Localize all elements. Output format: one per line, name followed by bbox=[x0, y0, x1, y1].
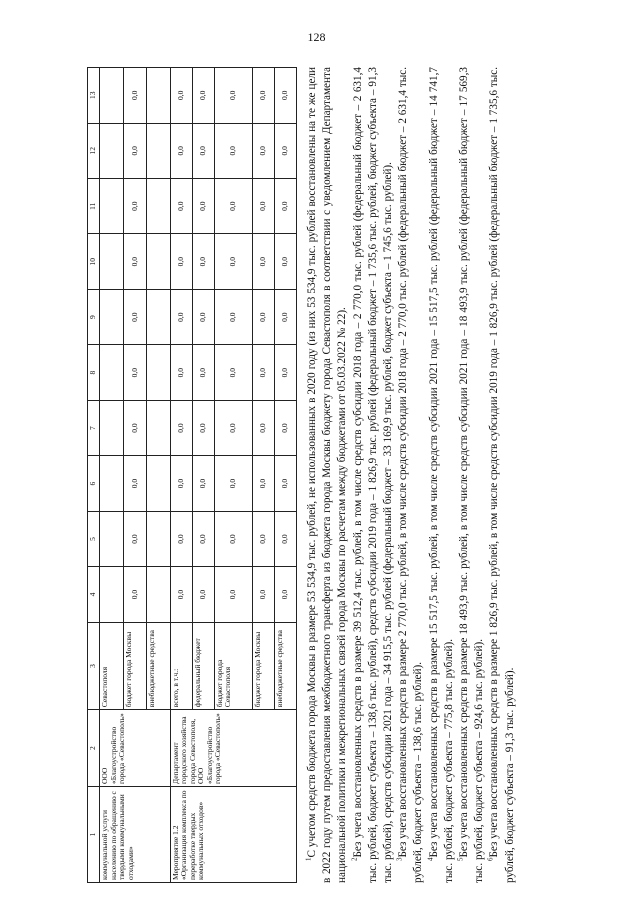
row-source: внебюджетные средства bbox=[147, 622, 171, 709]
table-row: бюджет города Москвы 0,0 0,0 0,0 0,0 0,0 0,0 0,0 0,0 0,0 0,0 bbox=[252, 68, 274, 883]
footnotes bbox=[305, 67, 518, 883]
row-source: бюджет города Москвы bbox=[252, 622, 274, 709]
col-header: 12 bbox=[88, 123, 100, 178]
row-executor: Департамент городского хозяйства города Севастополя, ООО «Благоустройство города «Севастополь» bbox=[170, 710, 296, 787]
table-row: внебюджетные средства 0,0 0,0 0,0 0,0 0,0 0,0 0,0 0,0 0,0 0,0 bbox=[274, 68, 296, 883]
table-row: бюджет города Севастополя 0,0 0,0 0,0 0,0 0,0 0,0 0,0 0,0 0,0 0,0 bbox=[214, 68, 252, 883]
table-header-row bbox=[88, 68, 100, 883]
col-header: 2 bbox=[88, 710, 100, 787]
row-source: всего, в т.ч.: bbox=[170, 622, 192, 709]
row-activity: коммунальной услуги населению по обращению с твердыми коммунальными отходами» bbox=[100, 787, 171, 883]
table-row: федеральный бюджет 0,0 0,0 0,0 0,0 0,0 0,0 0,0 0,0 0,0 0,0 bbox=[192, 68, 214, 883]
footnote-3: $^3$Без учета восстановленных средств в размере 2 770,0 тыс. рублей, в том числе средств субсидии 2018 года – 2 770,0 тыс. рублей (федеральный бюджет – 2 631,4 тыс. рублей, бюджет субъекта – 138,6 тыс. рублей). bbox=[395, 67, 425, 883]
col-header: 6 bbox=[88, 456, 100, 511]
table-row: Мероприятие 1.2 «Организация комплекса по переработке твердых коммунальных отходов» Департамент городского хозяйства города Севастополя, ООО «Благоустройство города «Севастополь» всего, в т.ч.: 0,0 0,0 0,0 0,0 0,0 0,0 0,0 0,0 0,0 0,0 bbox=[170, 68, 192, 883]
col-header: 13 bbox=[88, 68, 100, 124]
footnote-5: $^5$Без учета восстановленных средств в размере 18 493,9 тыс. рублей, в том числе средств субсидии 2021 года – 18 493,9 тыс. рублей (федеральный бюджет – 17 569,3 тыс. рублей, бюджет субъекта – 924,6 тыс. рублей). bbox=[456, 67, 486, 883]
footnote-4: $^4$Без учета восстановленных средств в размере 15 517,5 тыс. рублей, в том числе средств субсидии 2021 года – 15 517,5 тыс. рублей (федеральный бюджет – 14 741,7 тыс. рублей, бюджет субъекта – 775,8 тыс. рублей). bbox=[425, 67, 455, 883]
row-source: бюджет города Севастополя bbox=[214, 622, 252, 709]
data-table bbox=[87, 67, 297, 883]
table-row: бюджет города Москвы 0,0 0,0 0,0 0,0 0,0 0,0 0,0 0,0 0,0 0,0 bbox=[123, 68, 147, 883]
row-source: федеральный бюджет bbox=[192, 622, 214, 709]
col-header: 8 bbox=[88, 345, 100, 400]
col-header: 3 bbox=[88, 622, 100, 709]
footnote-2: $^2$Без учета восстановленных средств в размере 39 512,4 тыс. рублей, в том числе средств субсидии 2018 года – 2 770,0 тыс. рублей (федеральный бюджет – 2 631,4 тыс. рублей, бюджет субъекта – 138,6 тыс. рублей), средств субсидии 2019 года – 1 826,9 тыс. рублей (федеральный бюджет – 1 735,6 тыс. рублей, бюджет субъекта – 91,3 тыс. рублей), средств субсидии 2021 года – 34 915,5 тыс. рублей (федеральный бюджет – 33 169,9 тыс. рублей, бюджет субъекта – 1 745,6 тыс. рублей). bbox=[349, 67, 395, 883]
col-header: 4 bbox=[88, 567, 100, 622]
table-row bbox=[100, 68, 124, 883]
col-header: 1 bbox=[88, 787, 100, 883]
col-header: 9 bbox=[88, 289, 100, 344]
col-header: 10 bbox=[88, 234, 100, 289]
row-source: внебюджетные средства bbox=[274, 622, 296, 709]
col-header: 7 bbox=[88, 400, 100, 455]
row-activity: Мероприятие 1.2 «Организация комплекса по переработке твердых коммунальных отходов» bbox=[170, 787, 296, 883]
col-header: 11 bbox=[88, 178, 100, 233]
row-executor: ООО «Благоустройство города «Севастополь» bbox=[100, 710, 171, 787]
col-header: 5 bbox=[88, 511, 100, 566]
footnote-6: $^6$Без учета восстановленных средств в размере 1 826,9 тыс. рублей, в том числе средств субсидии 2019 года – 1 826,9 тыс. рублей (федеральный бюджет – 1 735,6 тыс. рублей, бюджет субъекта – 91,3 тыс. рублей). bbox=[486, 67, 516, 883]
row-source: бюджет города Москвы bbox=[123, 622, 147, 709]
row-source: Севастополя bbox=[100, 622, 124, 709]
page-number: 128 bbox=[307, 30, 326, 44]
rotated-content bbox=[87, 63, 607, 883]
footnote-1: $^1$С учетом средств бюджета города Москвы в размере 53 534,9 тыс. рублей, не использованных в 2020 году (из них 53 534,9 тыс. рублей восстановлены на те же цели в 2022 году путем предоставления межбюджетного трансферта из бюджета города Москвы бюджету города Севастополя в соответствии с уведомлением Департамента национальной политики и межрегиональных связей города Москвы по расчетам между бюджетами от 05.03.2022 № 22). bbox=[304, 67, 349, 883]
